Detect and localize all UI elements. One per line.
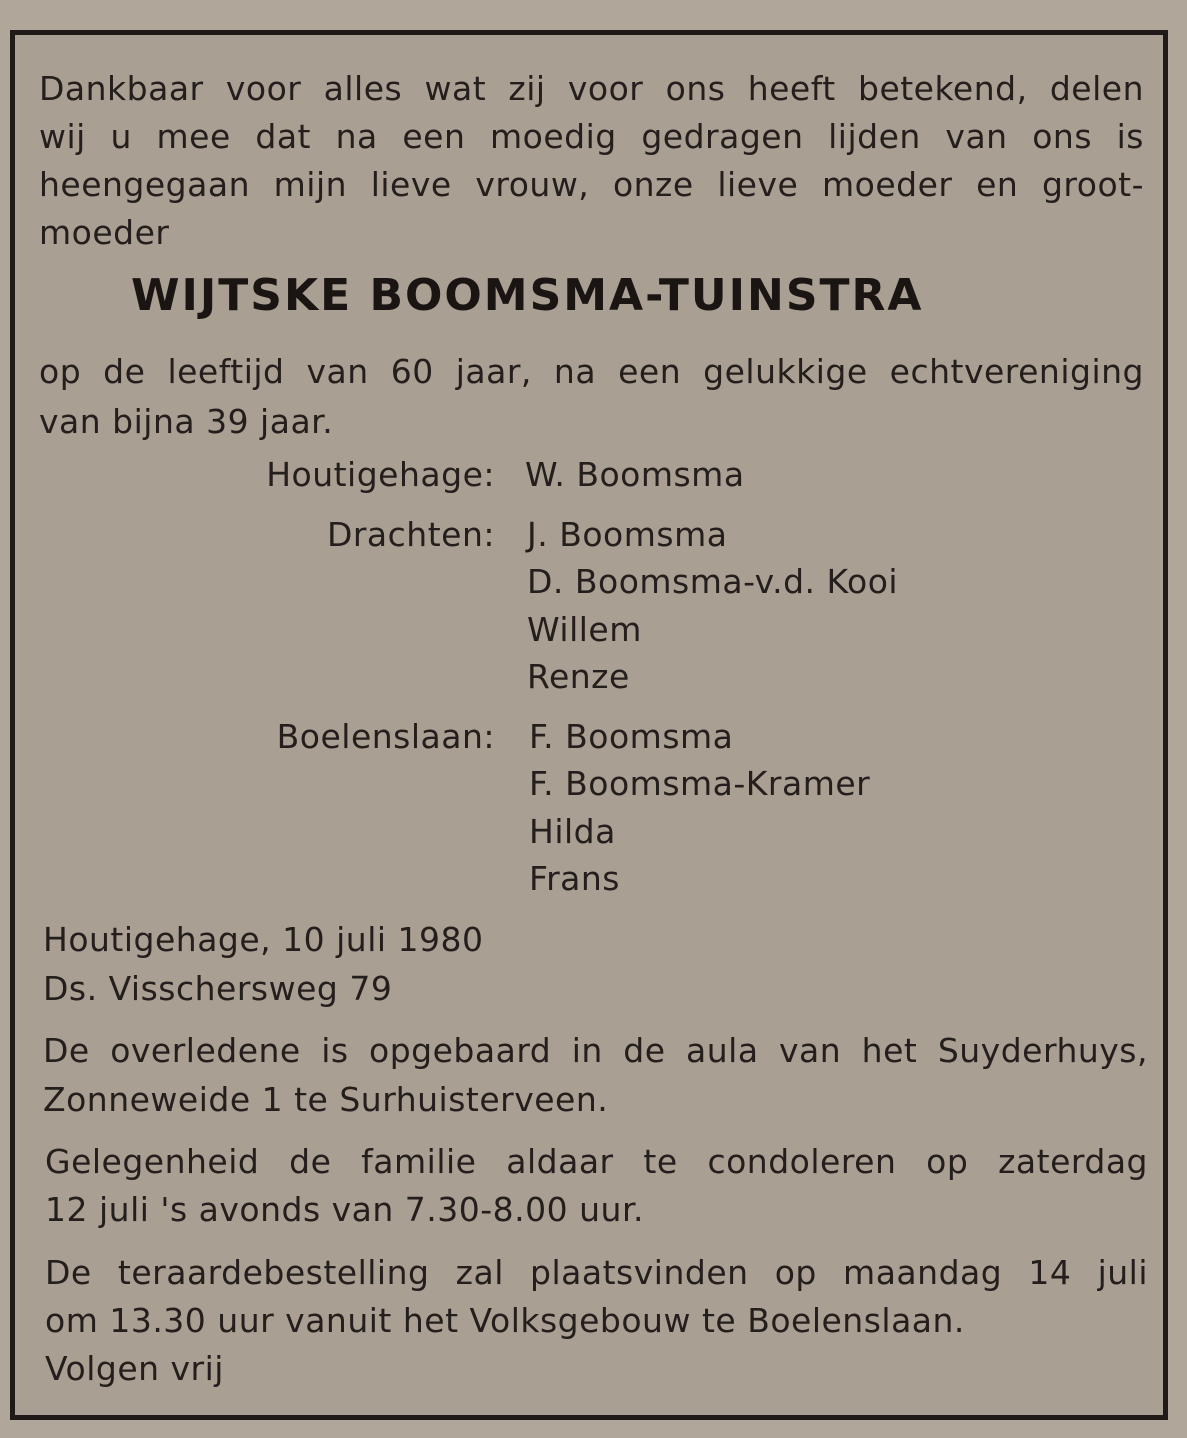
family-place-boelenslaan: Boelenslaan:: [276, 717, 495, 756]
family-name: F. Boomsma-Kramer: [529, 764, 871, 803]
address-date-line: Houtigehage, 10 juli 1980: [43, 920, 484, 959]
family-place-drachten: Drachten:: [326, 515, 495, 554]
funeral-line-3: Volgen vrij: [45, 1349, 224, 1388]
family-name: W. Boomsma: [525, 455, 745, 494]
age-line-1: op de leeftijd van 60 jaar, na een gelukkige echtvereniging: [39, 352, 1144, 391]
family-name: J. Boomsma: [527, 515, 728, 554]
laid-out-line-2: Zonneweide 1 te Surhuisterveen.: [43, 1080, 609, 1119]
intro-line-1: Dankbaar voor alles wat zij voor ons heeft betekend, delen: [39, 69, 1144, 108]
funeral-line-2: om 13.30 uur vanuit het Volksgebouw te Boelenslaan.: [45, 1301, 965, 1340]
intro-line-4: moeder: [39, 213, 170, 252]
condolence-line-1: Gelegenheid de familie aldaar te condoleren op zaterdag: [45, 1142, 1148, 1181]
intro-line-3: heengegaan mijn lieve vrouw, onze lieve moeder en groot-: [39, 165, 1144, 204]
family-name: F. Boomsma: [529, 717, 734, 756]
laid-out-line-1: De overledene is opgebaard in de aula van het Suyderhuys,: [43, 1031, 1148, 1070]
family-name: Renze: [527, 657, 630, 696]
intro-line-2: wij u mee dat na een moedig gedragen lijden van ons is: [39, 117, 1144, 156]
family-place-houtigehage: Houtigehage:: [266, 455, 495, 494]
notice-frame: [10, 30, 1168, 1420]
family-name: D. Boomsma-v.d. Kooi: [527, 562, 899, 601]
age-line-2: van bijna 39 jaar.: [39, 402, 334, 441]
condolence-line-2: 12 juli 's avonds van 7.30-8.00 uur.: [45, 1190, 644, 1229]
address-street-line: Ds. Visschersweg 79: [43, 969, 393, 1008]
funeral-line-1: De teraardebestelling zal plaatsvinden op maandag 14 juli: [45, 1253, 1148, 1292]
deceased-name: WIJTSKE BOOMSMA-TUINSTRA: [131, 270, 924, 321]
family-name: Willem: [527, 610, 642, 649]
family-name: Hilda: [529, 812, 616, 851]
family-name: Frans: [529, 859, 620, 898]
